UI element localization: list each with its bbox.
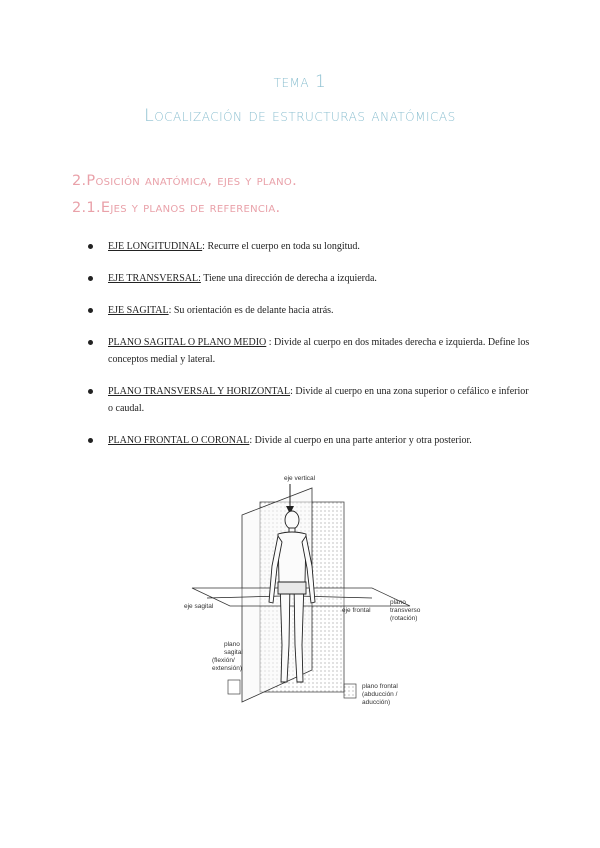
bullet-icon <box>88 340 93 345</box>
label-plano-frontal-2: (abducción / <box>362 691 398 698</box>
item-separator: : <box>290 386 293 397</box>
bullet-icon <box>88 276 93 281</box>
list-item <box>86 270 536 287</box>
list-item <box>86 383 536 417</box>
section-heading: 2.Posición anatómica, ejes y plano. <box>72 173 298 189</box>
item-term: PLANO TRANSVERSAL Y HORIZONTAL <box>108 386 291 397</box>
label-plano-sagital-3: (flexión/ <box>212 657 235 664</box>
label-eje-vertical: eje vertical <box>284 475 316 482</box>
list-item <box>86 238 536 255</box>
bullet-icon <box>88 389 93 394</box>
label-eje-frontal: eje frontal <box>342 607 371 614</box>
item-separator: : <box>168 305 172 316</box>
bullet-icon <box>88 244 93 249</box>
label-plano-sagital-4: extensión) <box>212 665 242 672</box>
label-plano-transverso-3: (rotación) <box>390 615 418 622</box>
label-plano-frontal-1: plano frontal <box>362 683 398 690</box>
label-plano-sagital-1: plano <box>224 641 240 648</box>
bullet-icon <box>88 438 93 443</box>
document-subtitle: Localización de estructuras anatómicas <box>144 106 456 126</box>
item-text: Tiene una dirección de derecha a izquierda. <box>200 273 377 284</box>
item-text: : Divide al cuerpo en dos mitades derecha e izquierda. Define los conceptos medial y lateral. <box>108 337 530 365</box>
subsection-heading: 2.1.Ejes y planos de referencia. <box>72 200 281 216</box>
list-item <box>86 302 536 319</box>
bullet-icon <box>88 308 93 313</box>
item-text: Recurre el cuerpo en toda su longitud. <box>204 241 360 252</box>
item-text: Su orientación es de delante hacia atrás. <box>171 305 334 316</box>
item-term: PLANO FRONTAL O CORONAL <box>108 435 250 446</box>
list-item <box>86 432 536 449</box>
label-plano-frontal-3: aducción) <box>362 699 391 706</box>
sagittal-plane-swatch <box>228 680 240 694</box>
label-plano-sagital-2: sagital <box>224 649 243 656</box>
label-plano-transverso-1: plano <box>390 599 406 606</box>
definitions-list <box>86 238 536 464</box>
item-text: Divide al cuerpo en una zona superior o cefálico e inferior o caudal. <box>108 386 529 414</box>
item-term: EJE SAGITAL <box>108 305 169 316</box>
document-title: tema 1 <box>273 72 327 92</box>
item-separator: : <box>202 241 205 252</box>
list-item <box>86 334 536 368</box>
item-term: PLANO SAGITAL O PLANO MEDIO <box>108 337 267 348</box>
item-separator: : <box>249 435 253 446</box>
item-text: Divide al cuerpo en una parte anterior y otra posterior. <box>252 435 472 446</box>
frontal-plane-swatch <box>344 684 356 698</box>
item-term: EJE LONGITUDINAL <box>108 241 203 252</box>
label-plano-transverso-2: transverso <box>390 607 421 614</box>
item-term: EJE TRANSVERSAL: <box>108 273 201 284</box>
label-eje-sagital: eje sagital <box>184 603 214 610</box>
anatomical-planes-figure <box>172 470 432 738</box>
